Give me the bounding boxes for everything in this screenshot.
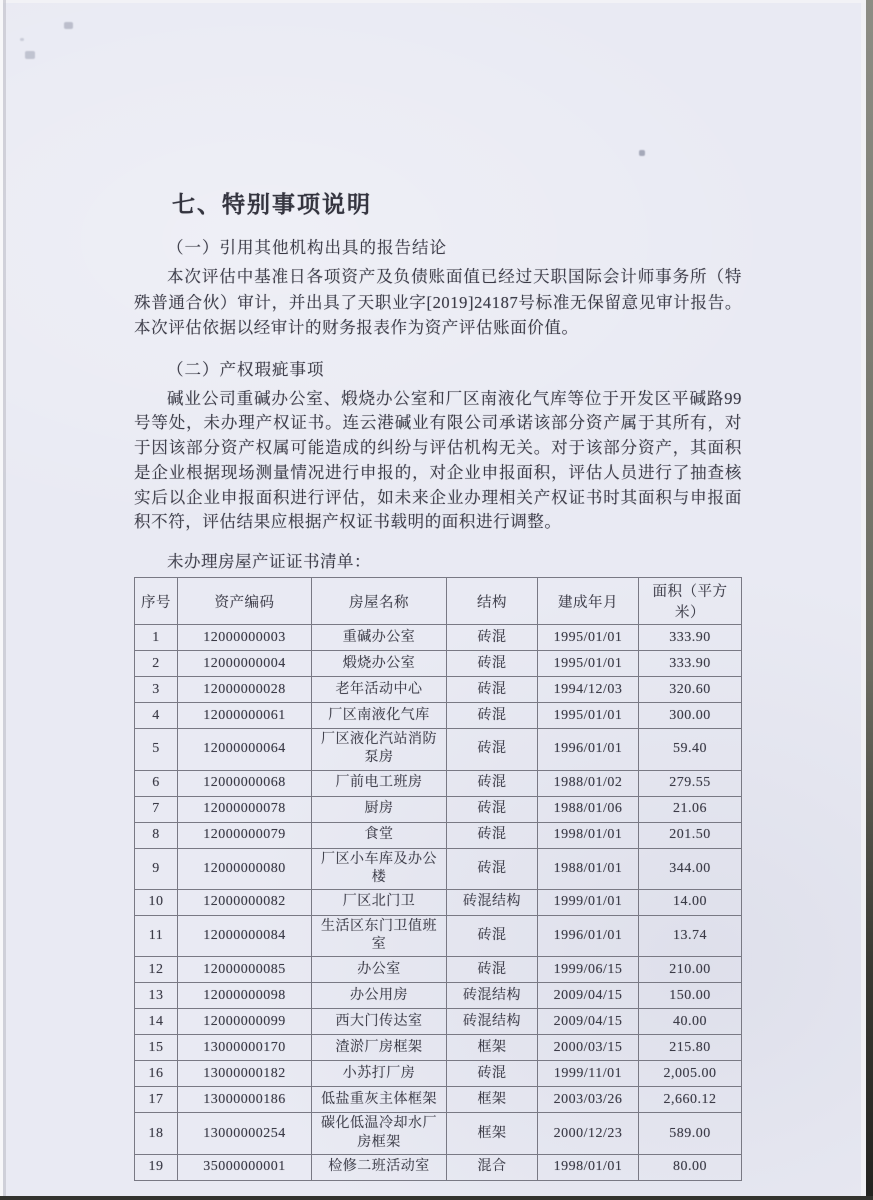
table-cell: 框架 [447, 1035, 538, 1061]
table-cell: 1 [135, 625, 178, 651]
table-cell: 13000000254 [178, 1113, 312, 1154]
table-cell: 厨房 [312, 796, 447, 822]
table-cell: 8 [135, 822, 178, 848]
table-cell: 砖混结构 [447, 983, 538, 1009]
table-cell: 砖混 [447, 651, 538, 677]
table-cell: 13 [135, 983, 178, 1009]
table-row [135, 625, 742, 651]
table-cell: 厂区液化汽站消防泵房 [312, 729, 447, 770]
table-cell: 11 [135, 916, 178, 957]
table-cell: 19 [135, 1154, 178, 1180]
table-cell: 201.50 [639, 822, 742, 848]
table-header-cell: 资产编码 [178, 578, 312, 625]
table-cell: 2009/04/15 [538, 983, 639, 1009]
table-cell: 12 [135, 957, 178, 983]
table-cell: 1995/01/01 [538, 703, 639, 729]
scan-edge-bottom [0, 1196, 873, 1200]
table-cell: 砖混结构 [447, 1009, 538, 1035]
table-row [135, 1113, 742, 1154]
table-row [135, 770, 742, 796]
table-cell: 重碱办公室 [312, 625, 447, 651]
table-cell: 12000000064 [178, 729, 312, 770]
table-cell: 279.55 [639, 770, 742, 796]
table-cell: 砖混 [447, 848, 538, 889]
table-header-cell: 序号 [135, 578, 178, 625]
table-cell: 厂区北门卫 [312, 890, 447, 916]
table-cell: 6 [135, 770, 178, 796]
table-row [135, 822, 742, 848]
table-cell: 1996/01/01 [538, 916, 639, 957]
table-cell: 300.00 [639, 703, 742, 729]
scan-artifact-speck [20, 38, 24, 41]
table-cell: 砖混 [447, 729, 538, 770]
table-cell: 厂区小车库及办公楼 [312, 848, 447, 889]
table-cell: 215.80 [639, 1035, 742, 1061]
table-cell: 混合 [447, 1154, 538, 1180]
scan-artifact-speck [639, 150, 645, 156]
table-cell: 589.00 [639, 1113, 742, 1154]
table-row [135, 1009, 742, 1035]
table-cell: 59.40 [639, 729, 742, 770]
table-cell: 3 [135, 677, 178, 703]
table-cell: 12000000085 [178, 957, 312, 983]
table-cell: 12000000084 [178, 916, 312, 957]
table-cell: 砖混结构 [447, 890, 538, 916]
table-cell: 18 [135, 1113, 178, 1154]
table-cell: 2000/03/15 [538, 1035, 639, 1061]
table-cell: 80.00 [639, 1154, 742, 1180]
paragraph-audit-reference: 本次评估中基准日各项资产及负债账面值已经过天职国际会计师事务所（特殊普通合伙）审计，并出具了天职业字[2019]24187号标准无保留意见审计报告。本次评估依据以经审计的财务报表作为资产评估账面价值。 [134, 267, 742, 337]
table-cell: 砖混 [447, 957, 538, 983]
scan-edge-top [0, 0, 873, 3]
table-cell: 西大门传达室 [312, 1009, 447, 1035]
table-row [135, 916, 742, 957]
table-cell: 15 [135, 1035, 178, 1061]
table-cell: 检修二班活动室 [312, 1154, 447, 1180]
table-cell: 12000000080 [178, 848, 312, 889]
table-cell: 砖混 [447, 916, 538, 957]
table-row [135, 796, 742, 822]
table-cell: 1995/01/01 [538, 651, 639, 677]
table-row [135, 1061, 742, 1087]
table-row [135, 729, 742, 770]
table-cell: 1999/11/01 [538, 1061, 639, 1087]
table-cell: 5 [135, 729, 178, 770]
table-cell: 1988/01/06 [538, 796, 639, 822]
scan-artifact-speck [64, 22, 73, 29]
table-cell: 2 [135, 651, 178, 677]
table-header-row [135, 578, 742, 625]
table-cell: 333.90 [639, 625, 742, 651]
table-row [135, 848, 742, 889]
table-cell: 13000000170 [178, 1035, 312, 1061]
table-cell: 2003/03/26 [538, 1087, 639, 1113]
table-row [135, 890, 742, 916]
table-row [135, 957, 742, 983]
unregistered-property-table [134, 577, 742, 1181]
table-row [135, 983, 742, 1009]
table-cell: 40.00 [639, 1009, 742, 1035]
table-cell: 12000000028 [178, 677, 312, 703]
scan-artifact-speck [25, 51, 35, 59]
table-cell: 12000000004 [178, 651, 312, 677]
table-cell: 17 [135, 1087, 178, 1113]
table-cell: 9 [135, 848, 178, 889]
table-body [135, 625, 742, 1181]
table-cell: 150.00 [639, 983, 742, 1009]
table-cell: 框架 [447, 1113, 538, 1154]
table-row [135, 1154, 742, 1180]
table-cell: 砖混 [447, 1061, 538, 1087]
table-cell: 12000000099 [178, 1009, 312, 1035]
table-cell: 1999/01/01 [538, 890, 639, 916]
table-cell: 4 [135, 703, 178, 729]
section-title: 七、特别事项说明 [172, 191, 372, 217]
table-header-cell: 房屋名称 [312, 578, 447, 625]
table-cell: 344.00 [639, 848, 742, 889]
table-cell: 食堂 [312, 822, 447, 848]
scan-edge-right-dark [866, 0, 873, 1200]
table-cell: 小苏打厂房 [312, 1061, 447, 1087]
table-cell: 砖混 [447, 625, 538, 651]
table-header-cell: 结构 [447, 578, 538, 625]
table-cell: 碳化低温冷却水厂房框架 [312, 1113, 447, 1154]
paragraph-property-defect: 碱业公司重碱办公室、煅烧办公室和厂区南液化气库等位于开发区平碱路99号等处，未办理产权证书。连云港碱业有限公司承诺该部分资产属于其所有，对于因该部分资产权属可能造成的纠纷与评估机构无关。对于该部分资产，其面积是企业根据现场测量情况进行申报的，对企业申报面积，评估人员进行了抽查核实后以企业申报面积进行评估，如未来企业办理相关产权证书时其面积与申报面积不符，评估结果应根据产权证书载明的面积进行调整。 [134, 388, 742, 532]
table-cell: 1998/01/01 [538, 1154, 639, 1180]
table-cell: 320.60 [639, 677, 742, 703]
table-header-cell: 建成年月 [538, 578, 639, 625]
table-cell: 煅烧办公室 [312, 651, 447, 677]
table-cell: 12000000098 [178, 983, 312, 1009]
table-cell: 14 [135, 1009, 178, 1035]
table-cell: 2,005.00 [639, 1061, 742, 1087]
table-cell: 12000000078 [178, 796, 312, 822]
table-cell: 砖混 [447, 796, 538, 822]
table-cell: 14.00 [639, 890, 742, 916]
table-cell: 生活区东门卫值班室 [312, 916, 447, 957]
document-content [134, 186, 742, 1181]
scan-edge-left-shadow [3, 0, 6, 1200]
table-cell: 10 [135, 890, 178, 916]
table-cell: 35000000001 [178, 1154, 312, 1180]
table-cell: 砖混 [447, 703, 538, 729]
table-cell: 13000000182 [178, 1061, 312, 1087]
table-cell: 办公室 [312, 957, 447, 983]
table-row [135, 1087, 742, 1113]
table-cell: 1988/01/01 [538, 848, 639, 889]
table-cell: 2,660.12 [639, 1087, 742, 1113]
table-cell: 低盐重灰主体框架 [312, 1087, 447, 1113]
table-cell: 1996/01/01 [538, 729, 639, 770]
table-cell: 1994/12/03 [538, 677, 639, 703]
table-cell: 渣淤厂房框架 [312, 1035, 447, 1061]
table-cell: 1998/01/01 [538, 822, 639, 848]
table-row [135, 703, 742, 729]
table-cell: 21.06 [639, 796, 742, 822]
table-caption: 未办理房屋产证证书清单： [167, 552, 371, 572]
table-cell: 13000000186 [178, 1087, 312, 1113]
table-cell: 2000/12/23 [538, 1113, 639, 1154]
table-cell: 厂区南液化气库 [312, 703, 447, 729]
table-cell: 16 [135, 1061, 178, 1087]
table-cell: 12000000068 [178, 770, 312, 796]
table-cell: 333.90 [639, 651, 742, 677]
table-cell: 砖混 [447, 822, 538, 848]
table-cell: 办公用房 [312, 983, 447, 1009]
table-cell: 砖混 [447, 770, 538, 796]
table-cell: 2009/04/15 [538, 1009, 639, 1035]
table-cell: 13.74 [639, 916, 742, 957]
table-cell: 12000000061 [178, 703, 312, 729]
table-cell: 1988/01/02 [538, 770, 639, 796]
table-cell: 1999/06/15 [538, 957, 639, 983]
table-header-cell: 面积（平方米） [639, 578, 742, 625]
table-cell: 1995/01/01 [538, 625, 639, 651]
table-cell: 210.00 [639, 957, 742, 983]
table-cell: 框架 [447, 1087, 538, 1113]
table-row [135, 1035, 742, 1061]
table-cell: 12000000079 [178, 822, 312, 848]
subsection-1-heading: （一）引用其他机构出具的报告结论 [167, 238, 447, 257]
table-row [135, 677, 742, 703]
subsection-2-heading: （二）产权瑕疵事项 [167, 359, 325, 379]
table-cell: 12000000003 [178, 625, 312, 651]
table-row [135, 651, 742, 677]
table-cell: 老年活动中心 [312, 677, 447, 703]
table-cell: 厂前电工班房 [312, 770, 447, 796]
table-cell: 7 [135, 796, 178, 822]
table-cell: 砖混 [447, 677, 538, 703]
table-cell: 12000000082 [178, 890, 312, 916]
